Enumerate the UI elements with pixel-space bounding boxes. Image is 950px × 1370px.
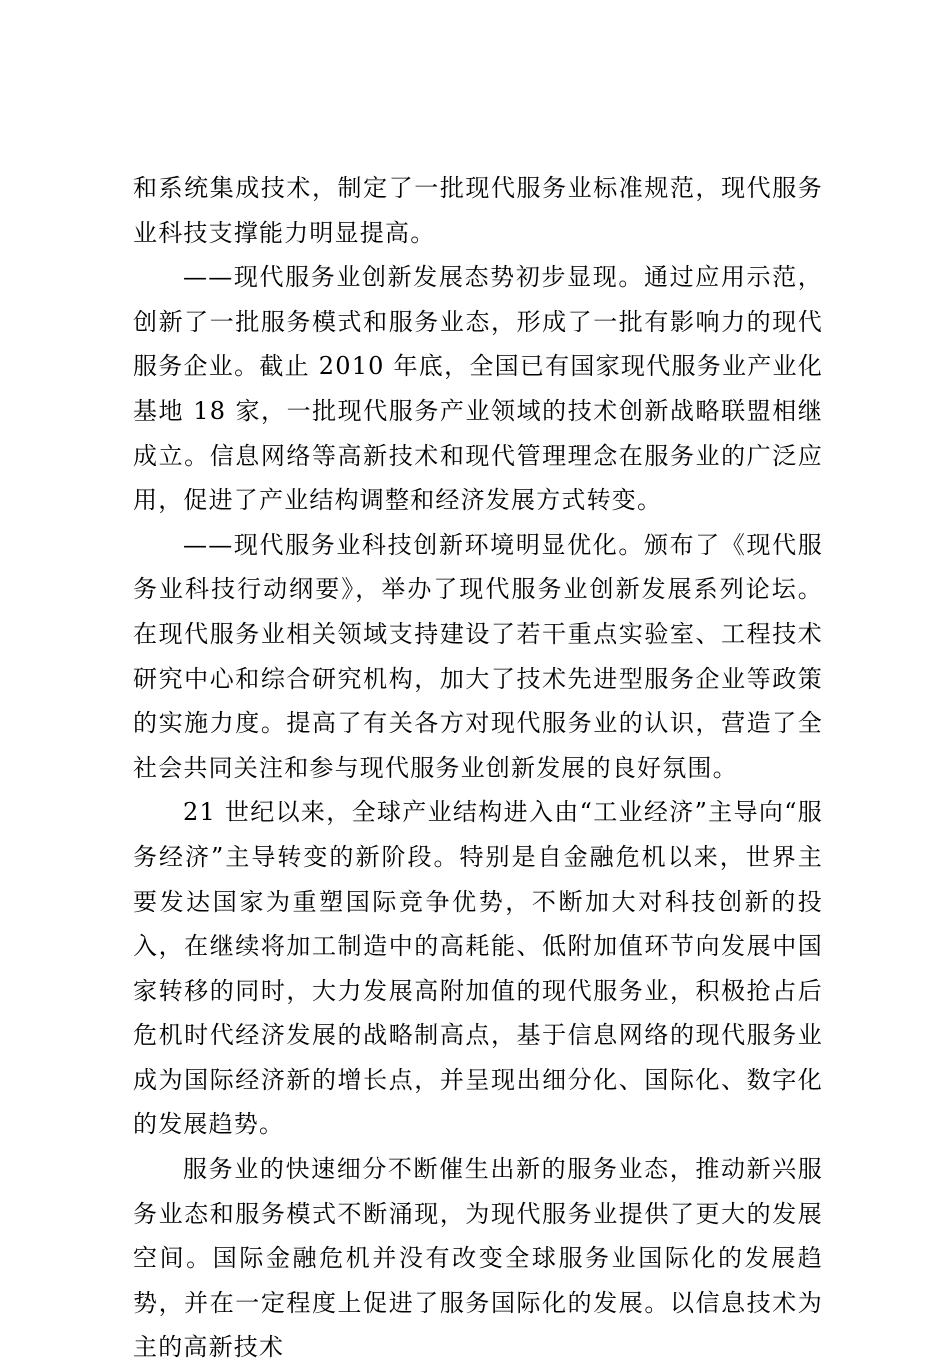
paragraph-service-segmentation: 服务业的快速细分不断催生出新的服务业态，推动新兴服务业态和服务模式不断涌现，为现代服务业提供了更大的发展空间。国际金融危机并没有改变全球服务业国际化的发展趋势，并在一定程度上促进了服务国际化的发展。以信息技术为主的高新技术 <box>133 1155 823 1362</box>
paragraph-continuation: 和系统集成技术，制定了一批现代服务业标准规范，现代服务业科技支撑能力明显提高。 <box>133 174 823 247</box>
paragraph-innovation-trend: ——现代服务业创新发展态势初步显现。通过应用示范，创新了一批服务模式和服务业态，形成了一批有影响力的现代服务企业。截止 2010 年底，全国已有国家现代服务业产业化基地 18 家，一批现代服务产业领域的技术创新战略联盟相继成立。信息网络等高新技术和现代管理理念在服务业的广泛应用，促进了产业结构调整和经济发展方式转变。 <box>133 263 823 515</box>
paragraph-innovation-environment: ——现代服务业科技创新环境明显优化。颁布了《现代服务业科技行动纲要》，举办了现代服务业创新发展系列论坛。在现代服务业相关领域支持建设了若干重点实验室、工程技术研究中心和综合研究机构，加大了技术先进型服务企业等政策的实施力度。提高了有关各方对现代服务业的认识，营造了全社会共同关注和参与现代服务业创新发展的良好氛围。 <box>133 530 823 782</box>
paragraph-global-industry-structure: 21 世纪以来，全球产业结构进入由“工业经济”主导向“服务经济”主导转变的新阶段。特别是自金融危机以来，世界主要发达国家为重塑国际竞争优势，不断加大对科技创新的投入，在继续将加工制造中的高耗能、低附加值环节向发展中国家转移的同时，大力发展高附加值的现代服务业，积极抢占后危机时代经济发展的战略制高点，基于信息网络的现代服务业成为国际经济新的增长点，并呈现出细分化、国际化、数字化的发展趋势。 <box>133 798 823 1139</box>
document-body <box>133 166 823 1370</box>
